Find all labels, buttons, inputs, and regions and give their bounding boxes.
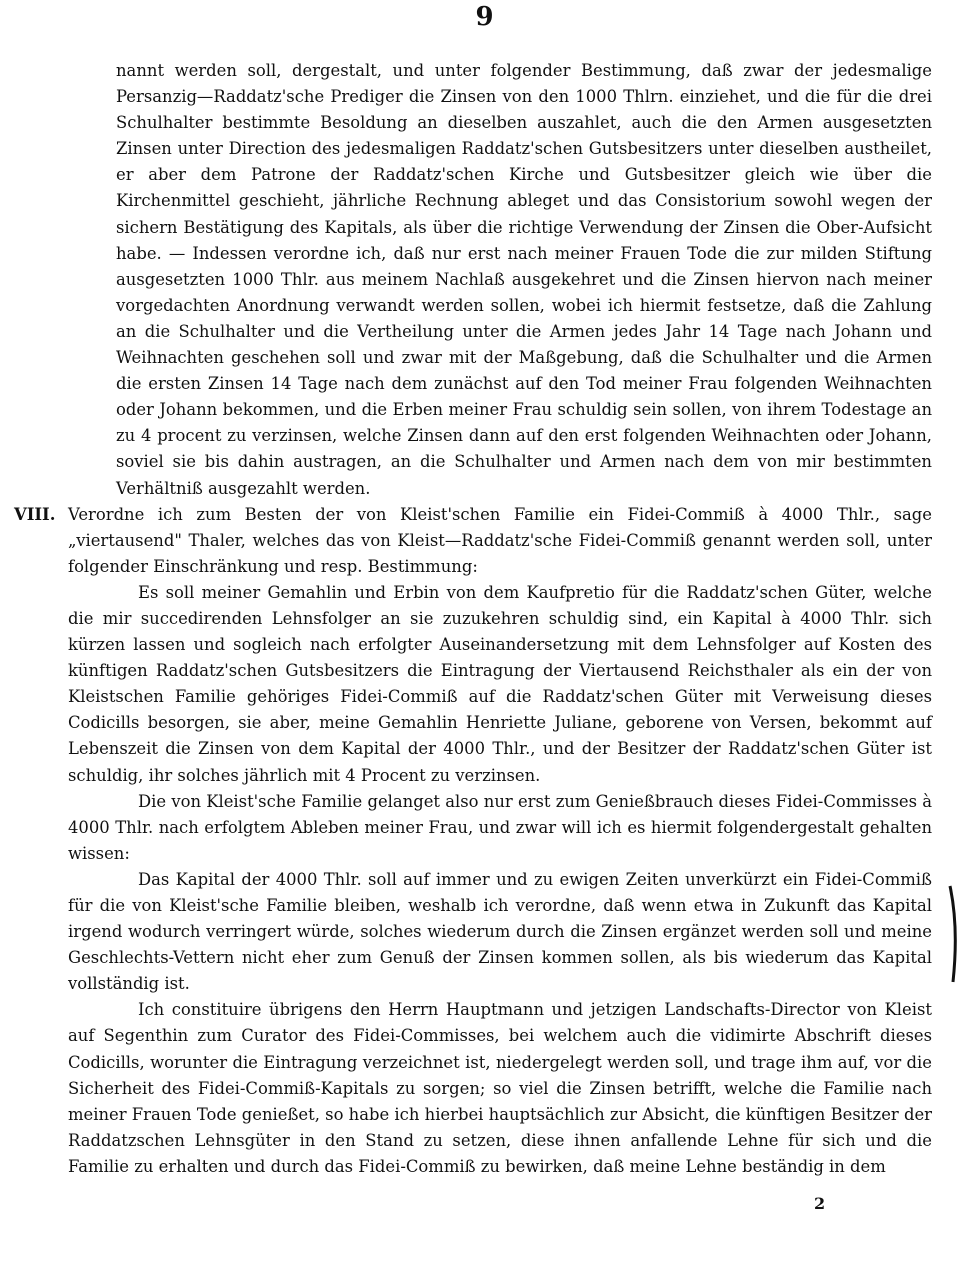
paragraph-curator: Ich constituire übrigens den Herrn Hauptmann und jetzigen Landschafts-Director von Kleist auf Segenthin zum Curator des Fidei-Commisses, bei welchem auch die vidimirte Abschrift dieses Codicills, worunter die Eintragung verzeichnet ist, niedergelegt werden soll, und trage ihm auf, vor die Sicherheit des Fidei-Commiß-Kapitals zu sorgen; so viel die Zinsen betrifft, welche die Familie nach meiner Frauen Tode genießet, so habe ich hierbei hauptsächlich zur Absicht, die künftigen Besitzer der Raddatzschen Lehnsgüter in den Stand zu setzen, diese ihnen anfallende Lehne für sich und die Familie zu erhalten und durch das Fidei-Commiß zu bewirken, daß meine Lehne beständig in dem: [68, 1000, 932, 1176]
paragraph-kapital: Das Kapital der 4000 Thlr. soll auf immer und zu ewigen Zeiten unverkürzt ein Fidei-Commiß für die von Kleist'sche Familie bleiben, weshalb ich verordne, daß wenn etwa in Zukunft das Kapital irgend wodurch verringert würde, solches wiederum durch die Zinsen ergänzet werden soll und meine Geschlechts-Vettern nicht eher zum Genuß der Zinsen kommen sollen, als bis wiederum das Kapital vollständig ist.: [68, 869, 932, 994]
footer-number: 2: [814, 1194, 826, 1213]
document-body: [14, 58, 932, 1180]
section-intro: Verordne ich zum Besten der von Kleist'schen Familie ein Fidei-Commiß à 4000 Thlr., sage „viertausend" Thaler, welches das von Kleist—Raddatz'sche Fidei-Commiß genannt werden soll, unter folgender Einschränkung und resp. Bestimmung:: [68, 504, 932, 576]
section-viii: [14, 502, 932, 580]
margin-pen-mark: [947, 884, 961, 984]
paragraph-genuss: Die von Kleist'sche Familie gelanget also nur erst zum Genießbrauch dieses Fidei-Commisses à 4000 Thlr. nach erfolgtem Ableben meiner Frau, und zwar will ich es hiermit folgendergestalt gehalten wissen:: [68, 791, 932, 863]
page-number: 9: [475, 2, 494, 32]
section-label: VIII.: [14, 504, 56, 524]
paragraph-kaufpretio: Es soll meiner Gemahlin und Erbin von dem Kaufpretio für die Raddatz'schen Güter, welche die mir succedirenden Lehnsfolger an sie zuzukehren schuldig sind, ein Kapital à 4000 Thlr. sich kürzen lassen und sogleich nach erfolgter Auseinandersetzung mit dem Lehnsfolger auf Kosten des künftigen Raddatz'schen Gutsbesitzers die Eintragung der Viertausend Reichsthaler als ein der von Kleistschen Familie gehöriges Fidei-Commiß auf die Raddatz'schen Güter mit Verweisung dieses Codicills besorgen, sie aber, meine Gemahlin Henriette Juliane, geborene von Versen, bekommt auf Lebenszeit die Zinsen von dem Kapital der 4000 Thlr., und der Besitzer der Raddatz'schen Güter ist schuldig, ihr solches jährlich mit 4 Procent zu verzinsen.: [68, 582, 932, 785]
continuation-paragraph: nannt werden soll, dergestalt, und unter folgender Bestimmung, daß zwar der jedesmalige Persanzig—Raddatz'sche Prediger die Zinsen von den 1000 Thlrn. einziehet, und die für die drei Schulhalter bestimmte Besoldung an dieselben auszahlet, auch die den Armen ausgesetzten Zinsen unter Direction des jedesmaligen Raddatz'schen Gutsbesitzers unter dieselben austheilet, er aber dem Patrone der Raddatz'schen Kirche und Gutsbesitzer gleich wie über die Kirchenmittel geschieht, jährliche Rechnung ableget und das Consistorium sowohl wegen der sichern Bestätigung des Kapitals, als über die richtige Verwendung der Zinsen die Ober-Aufsicht habe. — Indessen verordne ich, daß nur erst nach meiner Frauen Tode die zur milden Stiftung ausgesetzten 1000 Thlr. aus meinem Nachlaß ausgekehret und die Zinsen hiervon nach meiner vorgedachten Anordnung verwandt werden sollen, wobei ich hiermit festsetze, daß die Zahlung an die Schulhalter und die Vertheilung unter die Armen jedes Jahr 14 Tage nach Johann und Weihnachten geschehen soll und zwar mit der Maßgebung, daß die Schulhalter und die Armen die ersten Zinsen 14 Tage nach dem zunächst auf den Tod meiner Frau folgenden Weihnachten oder Johann bekommen, und die Erben meiner Frau schuldig sein sollen, von ihrem Todestage an zu 4 procent zu verzinsen, welche Zinsen dann auf den erst folgenden Weihnachten oder Johann, soviel sie bis dahin austragen, an die Schulhalter und Armen nach dem von mir bestimmten Verhältniß ausgezahlt werden.: [116, 61, 932, 498]
